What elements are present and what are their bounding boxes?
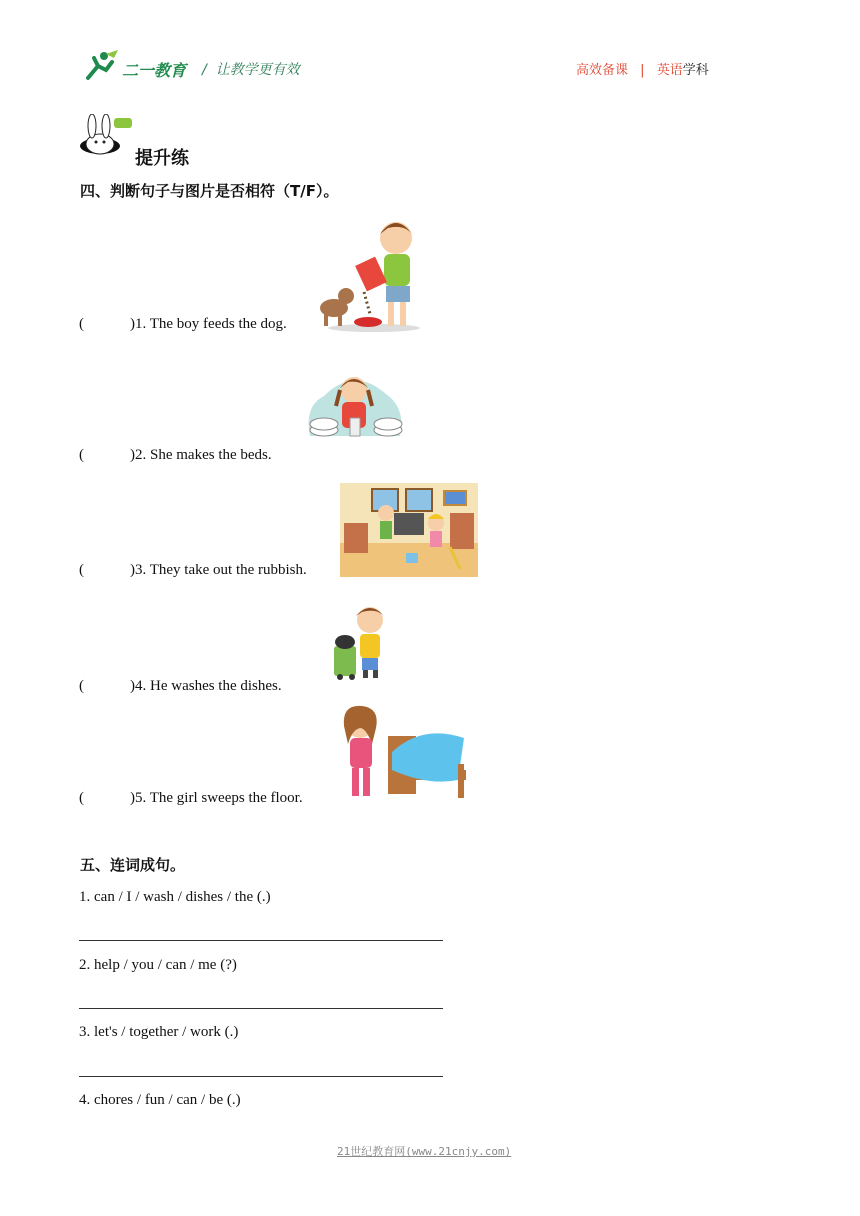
bunny-icon <box>78 114 134 156</box>
runner-logo-icon <box>82 50 122 82</box>
question-2: ( )2. She makes the beds. <box>79 447 272 463</box>
header-subject: 高效备课 | 英语学科 <box>576 63 709 78</box>
brand-name: 二一教育 <box>122 61 187 80</box>
section-badge-label: 提升练 <box>135 148 189 169</box>
boy-feeds-dog-illustration <box>312 208 422 332</box>
part5-title: 五、连词成句。 <box>80 856 186 874</box>
reorder-item-4: 4. chores / fun / can / be (.) <box>79 1092 241 1108</box>
kids-cleaning-room-illustration <box>340 483 478 577</box>
girl-washes-dishes-illustration <box>304 366 406 446</box>
header <box>80 48 740 84</box>
slogan: / 让教学更有效 <box>202 62 300 78</box>
question-5: ( )5. The girl sweeps the floor. <box>79 790 303 806</box>
reorder-item-3: 3. let's / together / work (.) <box>79 1024 239 1040</box>
boy-takes-out-rubbish-illustration <box>330 602 392 680</box>
part4-title: 四、判断句子与图片是否相符（T/F）。 <box>80 182 339 200</box>
footer-link[interactable]: 21世纪教育网(www.21cnjy.com) <box>337 1145 512 1158</box>
reorder-item-1: 1. can / I / wash / dishes / the (.) <box>79 889 271 905</box>
reorder-item-2: 2. help / you / can / me (?) <box>79 957 237 973</box>
question-3: ( )3. They take out the rubbish. <box>79 562 307 578</box>
answer-line-3[interactable] <box>79 1076 443 1077</box>
question-4: ( )4. He washes the dishes. <box>79 678 282 694</box>
girl-makes-bed-illustration <box>332 704 468 804</box>
question-1: ( )1. The boy feeds the dog. <box>79 316 287 332</box>
answer-line-2[interactable] <box>79 1008 443 1009</box>
answer-line-1[interactable] <box>79 940 443 941</box>
